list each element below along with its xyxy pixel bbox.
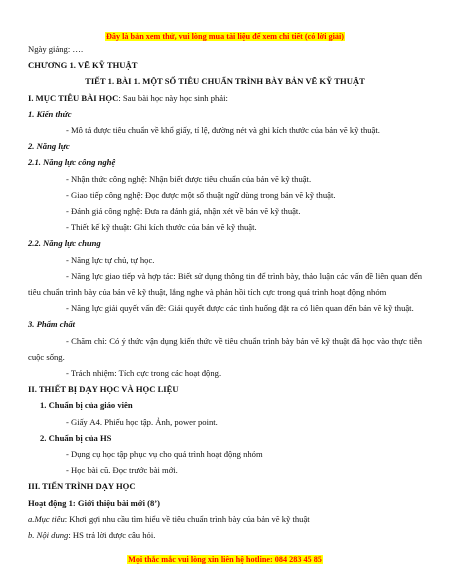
list-item: - Trách nhiệm: Tích cực trong các hoạt động.: [66, 368, 222, 379]
goal-label: a.Mục tiêu: [28, 513, 65, 524]
section-objectives-heading: I. MỤC TIÊU BÀI HỌC: [28, 92, 119, 103]
content-label: b. Nội dung: [28, 530, 69, 541]
student-prep-heading: 2. Chuẩn bị của HS: [40, 432, 112, 443]
section-objectives-intro: : Sau bài học này học sinh phải:: [118, 92, 228, 103]
content-line: [28, 527, 422, 543]
date-line: Ngày giảng: ….: [28, 44, 84, 54]
list-item: - Chăm chỉ: Có ý thức vận dụng kiến thức về tiêu chuẩn trình bày bản vẽ kỹ thuật đã học vào thực tiễn cuộc sống.: [28, 335, 422, 362]
hotline-banner: [0, 549, 450, 567]
list-item: - Học bài cũ. Đọc trước bài mới.: [66, 465, 178, 476]
general-competence-heading: 2.2. Năng lực chung: [28, 238, 101, 249]
goal-line: [28, 511, 422, 527]
content-text: : HS trả lời được câu hỏi.: [68, 530, 156, 541]
list-item: - Nhận thức công nghệ: Nhận biết được tiêu chuẩn của bản vẽ kỹ thuật.: [66, 173, 312, 184]
knowledge-text: - Mô tả được tiêu chuẩn về khổ giấy, tỉ lệ, đường nét và ghi kích thước của bản vẽ kỹ thuật.: [66, 125, 380, 136]
section-equipment-heading: II. THIẾT BỊ DẠY HỌC VÀ HỌC LIỆU: [28, 384, 179, 395]
chapter-title: CHƯƠNG 1. VẼ KỸ THUẬT: [28, 60, 138, 71]
list-item: - Giấy A4. Phiếu học tập. Ảnh, power point.: [66, 416, 218, 427]
document-body: [28, 41, 422, 543]
knowledge-heading: 1. Kiến thức: [28, 108, 72, 119]
list-item: - Đánh giá công nghệ: Đưa ra đánh giá, nhận xét về bản vẽ kỹ thuật.: [66, 206, 301, 217]
list-item: - Năng lực giải quyết vấn đề: Giải quyết được các tình huống đặt ra có liên quan đến bản vẽ kỹ thuật.: [66, 303, 414, 314]
hotline-text: Mọi thắc mắc vui lòng xin liên hệ hotline: 084 283 45 85: [128, 555, 322, 564]
lesson-title: TIẾT 1. BÀI 1. MỘT SỐ TIÊU CHUẨN TRÌNH BÀY BẢN VẼ KỸ THUẬT: [85, 76, 365, 87]
list-item: - Dụng cụ học tập phục vụ cho quá trình hoạt động nhóm: [66, 449, 263, 460]
preview-notice-text: Đây là bản xem thử, vui lòng mua tài liệu để xem chi tiết (có lời giải): [105, 32, 344, 41]
list-item: - Năng lực tự chủ, tự học.: [66, 254, 155, 265]
quality-heading: 3. Phẩm chất: [28, 319, 76, 330]
competence-heading: 2. Năng lực: [28, 141, 70, 152]
tech-competence-heading: 2.1. Năng lực công nghệ: [28, 157, 116, 168]
section-process-heading: III. TIẾN TRÌNH DẠY HỌC: [28, 481, 136, 492]
section-objectives: [28, 90, 422, 106]
activity1-heading: Hoạt động 1: Giới thiệu bài mới (8’): [28, 497, 160, 508]
list-item: - Thiết kế kỹ thuật: Ghi kích thước của bản vẽ kỹ thuật.: [66, 222, 257, 233]
goal-text: : Khơi gợi nhu cầu tìm hiểu về tiêu chuẩn trình bày của bản vẽ kỹ thuật: [64, 513, 310, 524]
list-item: - Giao tiếp công nghệ: Đọc được một số thuật ngữ dùng trong bản vẽ kỹ thuật.: [66, 189, 336, 200]
list-item: - Năng lực giao tiếp và hợp tác: Biết sử dụng thông tin để trình bày, thảo luận các vấn đề liên quan đến tiêu chuẩn trình bày của bản vẽ kỹ thuật, lắng nghe và phản hồi tích cực trong quá trình hoạt động nhóm: [28, 270, 422, 298]
teacher-prep-heading: 1. Chuẩn bị của giáo viên: [40, 400, 133, 411]
